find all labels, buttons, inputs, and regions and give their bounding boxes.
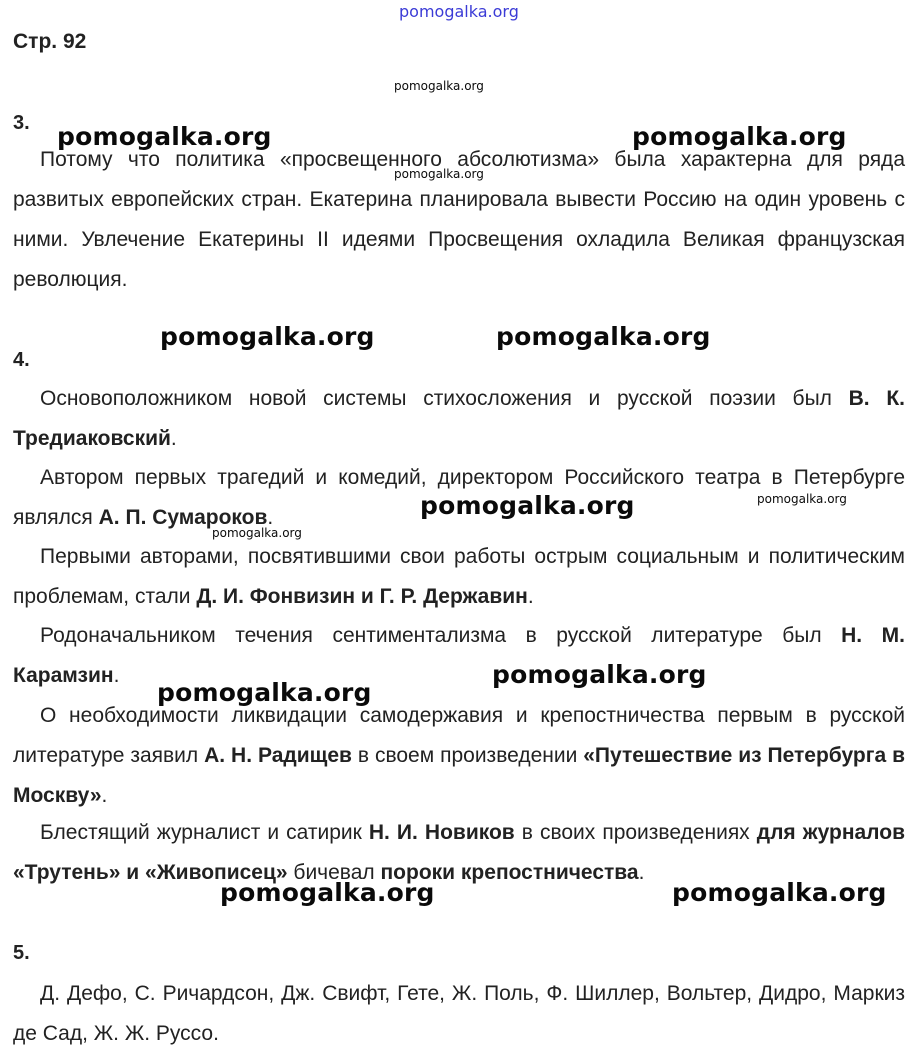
task-4-paragraph-1 — [13, 379, 905, 459]
watermark-top: pomogalka.org — [399, 2, 519, 21]
text: в своих произведениях — [514, 821, 757, 844]
text: Первыми авторами, посвятившими свои работы острым социальным и политическим проблемам, стали — [13, 545, 905, 608]
watermark-small: pomogalka.org — [212, 526, 302, 540]
text: О необходимости ликвидации самодержавия и крепостничества первым в русской литературе заявил — [13, 704, 905, 767]
text: . — [170, 427, 177, 450]
task-3-paragraph — [13, 140, 905, 300]
watermark: pomogalka.org — [220, 878, 435, 907]
watermark: pomogalka.org — [672, 878, 887, 907]
bold-text: Н. М. Карамзин — [13, 624, 905, 687]
task-3-number: 3. — [13, 112, 30, 134]
text: Потому что политика «просвещенного абсолютизма» была характерна для ряда развитых европейских стран. Екатерина планировала вывести Россию на один уровень с ними. Увлечение Екатерины II идеями Просвещения охладила Великая французская революция. — [13, 148, 905, 291]
text: Автором первых трагедий и комедий, директором Российского театра в Петербурге являлся — [13, 466, 905, 529]
page-title: Стр. 92 — [13, 30, 87, 53]
task-5-number: 5. — [13, 942, 30, 964]
watermark-small: pomogalka.org — [394, 79, 484, 93]
task-5-paragraph — [13, 974, 905, 1054]
task-4-paragraph-3 — [13, 537, 905, 617]
text: . — [101, 784, 108, 807]
watermark-small: pomogalka.org — [394, 167, 484, 181]
text: бичевал — [287, 861, 381, 884]
text: в своем произведении — [351, 744, 584, 767]
watermark: pomogalka.org — [496, 322, 711, 351]
watermark: pomogalka.org — [157, 678, 372, 707]
watermark: pomogalka.org — [420, 491, 635, 520]
watermark-small: pomogalka.org — [757, 492, 847, 506]
watermark: pomogalka.org — [57, 122, 272, 151]
bold-text: В. К. Тредиаковский — [13, 387, 905, 450]
task-4-number: 4. — [13, 349, 30, 371]
bold-text: «Путешествие из Петербурга в Москву» — [13, 744, 905, 807]
text: Блестящий журналист и сатирик — [40, 821, 369, 844]
watermark: pomogalka.org — [160, 322, 375, 351]
watermark: pomogalka.org — [632, 122, 847, 151]
text: Родоначальником течения сентиментализма в русской литературе был — [40, 624, 842, 647]
task-4-paragraph-5 — [13, 696, 905, 816]
text: . — [113, 664, 120, 687]
bold-text: Д. И. Фонвизин и Г. Р. Державин — [196, 585, 528, 608]
bold-text: А. П. Сумароков — [98, 506, 268, 529]
text: . — [267, 506, 274, 529]
text: Основоположником новой системы стихосложения и русской поэзии был — [40, 387, 849, 410]
bold-text: для журналов «Трутень» и «Живописец» — [13, 821, 905, 884]
watermark: pomogalka.org — [492, 660, 707, 689]
bold-text: А. Н. Радищев — [204, 744, 352, 767]
text: . — [638, 861, 645, 884]
text: Д. Дефо, С. Ричардсон, Дж. Свифт, Гете, Ж. Поль, Ф. Шиллер, Вольтер, Дидро, Маркиз де Сад, Ж. Ж. Руссо. — [13, 982, 905, 1045]
bold-text: Н. И. Новиков — [368, 821, 515, 844]
task-4-paragraph-4 — [13, 616, 905, 696]
bold-text: пороки крепостничества — [380, 861, 639, 884]
text: . — [527, 585, 534, 608]
